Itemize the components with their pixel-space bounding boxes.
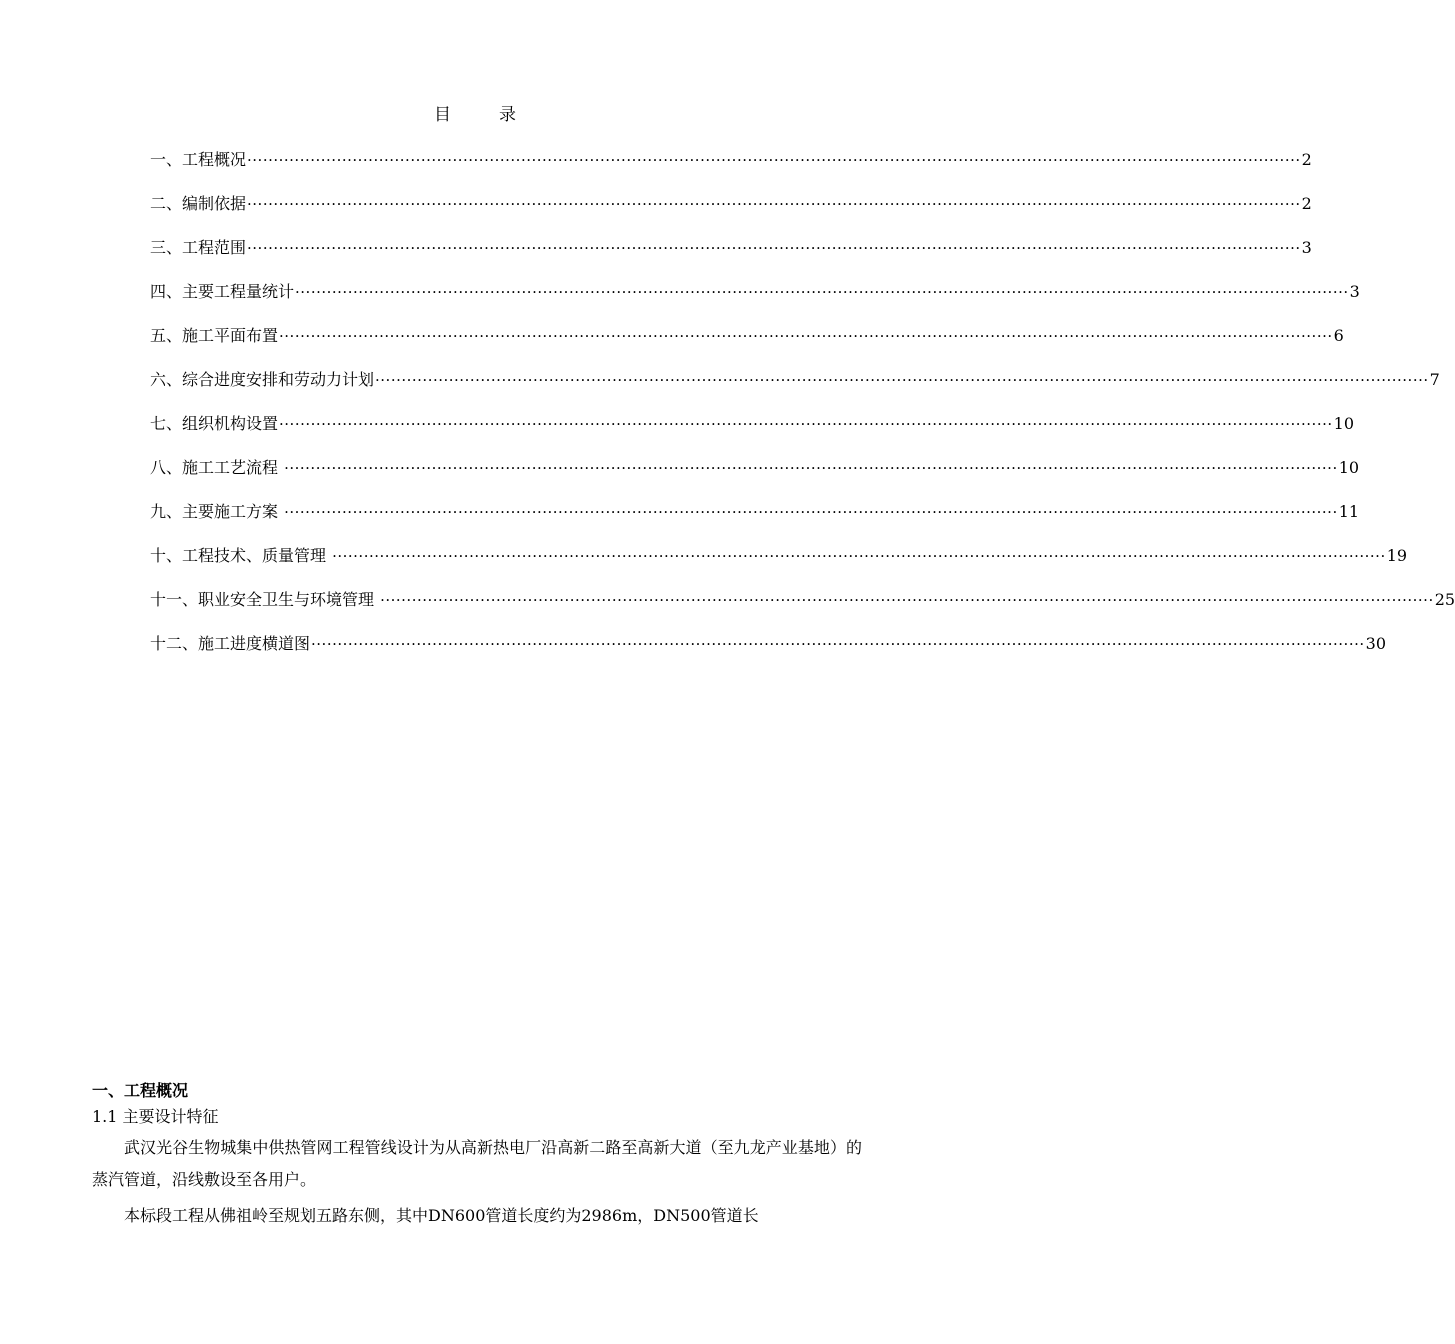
toc-leader-dots: ········································································································································································································ — [375, 371, 1429, 389]
toc-leader-dots: ········································································································································································································ — [311, 635, 1365, 653]
toc-entry[interactable] — [150, 456, 1360, 500]
toc-entry-page: 3 — [1349, 282, 1360, 301]
toc-entry-label: 十、工程技术、质量管理 — [150, 546, 332, 565]
toc-entry-page: 7 — [1429, 370, 1440, 389]
toc-leader-dots: ········································································································································································································ — [279, 415, 1333, 433]
toc-entry-page: 19 — [1386, 546, 1408, 565]
toc-entry[interactable] — [150, 280, 1360, 324]
toc-entry-label: 九、主要施工方案 — [150, 502, 284, 521]
section-project-overview — [92, 1080, 862, 1232]
sub-heading: 1.1 主要设计特征 — [92, 1107, 219, 1126]
toc-entry[interactable] — [150, 368, 1440, 412]
toc-entry-label: 六、综合进度安排和劳动力计划 — [150, 370, 375, 389]
toc-entry-label: 二、编制依据 — [150, 194, 247, 213]
toc-entry-page: 30 — [1365, 634, 1386, 653]
toc-leader-dots: ········································································································································································································ — [247, 239, 1301, 257]
toc-entry[interactable] — [150, 500, 1360, 544]
toc-title — [0, 100, 950, 125]
toc-entry-page: 11 — [1338, 502, 1360, 521]
section-heading: 一、工程概况 — [92, 1081, 189, 1100]
toc-entry[interactable] — [150, 148, 1312, 192]
toc-leader-dots: ········································································································································································································ — [380, 591, 1434, 609]
toc-entry-label: 三、工程范围 — [150, 238, 247, 257]
toc-entry[interactable] — [150, 588, 1455, 632]
toc-entry-label: 十二、施工进度横道图 — [150, 634, 311, 653]
toc-entry-page: 25 — [1434, 590, 1455, 609]
toc-title-left: 目 — [434, 105, 451, 125]
toc-leader-dots: ········································································································································································································ — [279, 327, 1333, 345]
paragraph: 武汉光谷生物城集中供热管网工程管线设计为从高新热电厂沿高新二路至高新大道（至九龙产业基地）的蒸汽管道，沿线敷设至各用户。 — [92, 1138, 862, 1189]
toc-entry-label: 七、组织机构设置 — [150, 414, 279, 433]
toc-entry-label: 八、施工工艺流程 — [150, 458, 284, 477]
toc-entry[interactable] — [150, 236, 1312, 280]
toc-leader-dots: ········································································································································································································ — [332, 547, 1386, 565]
toc-entry[interactable] — [150, 192, 1312, 236]
toc-entry-page: 10 — [1333, 414, 1354, 433]
toc-entry-page: 10 — [1338, 458, 1360, 477]
toc-leader-dots: ········································································································································································································ — [284, 503, 1338, 521]
toc-entry[interactable] — [150, 632, 1386, 676]
toc-entry[interactable] — [150, 544, 1408, 588]
toc-leader-dots: ········································································································································································································ — [247, 151, 1301, 169]
toc-entry-page: 2 — [1301, 150, 1312, 169]
toc-title-right: 录 — [499, 105, 516, 125]
toc-leader-dots: ········································································································································································································ — [247, 195, 1301, 213]
toc-list — [150, 148, 1455, 676]
toc-entry-label: 四、主要工程量统计 — [150, 282, 295, 301]
toc-entry-page: 2 — [1301, 194, 1312, 213]
toc-entry[interactable] — [150, 324, 1344, 368]
toc-leader-dots: ········································································································································································································ — [295, 283, 1349, 301]
toc-entry-label: 十一、职业安全卫生与环境管理 — [150, 590, 380, 609]
paragraph: 本标段工程从佛祖岭至规划五路东侧，其中DN600管道长度约为2986m，DN500管道长 — [124, 1206, 759, 1225]
toc-entry-label: 五、施工平面布置 — [150, 326, 279, 345]
toc-entry-page: 3 — [1301, 238, 1312, 257]
toc-entry[interactable] — [150, 412, 1354, 456]
toc-leader-dots: ········································································································································································································ — [284, 459, 1338, 477]
toc-entry-label: 一、工程概况 — [150, 150, 247, 169]
toc-entry-page: 6 — [1333, 326, 1344, 345]
